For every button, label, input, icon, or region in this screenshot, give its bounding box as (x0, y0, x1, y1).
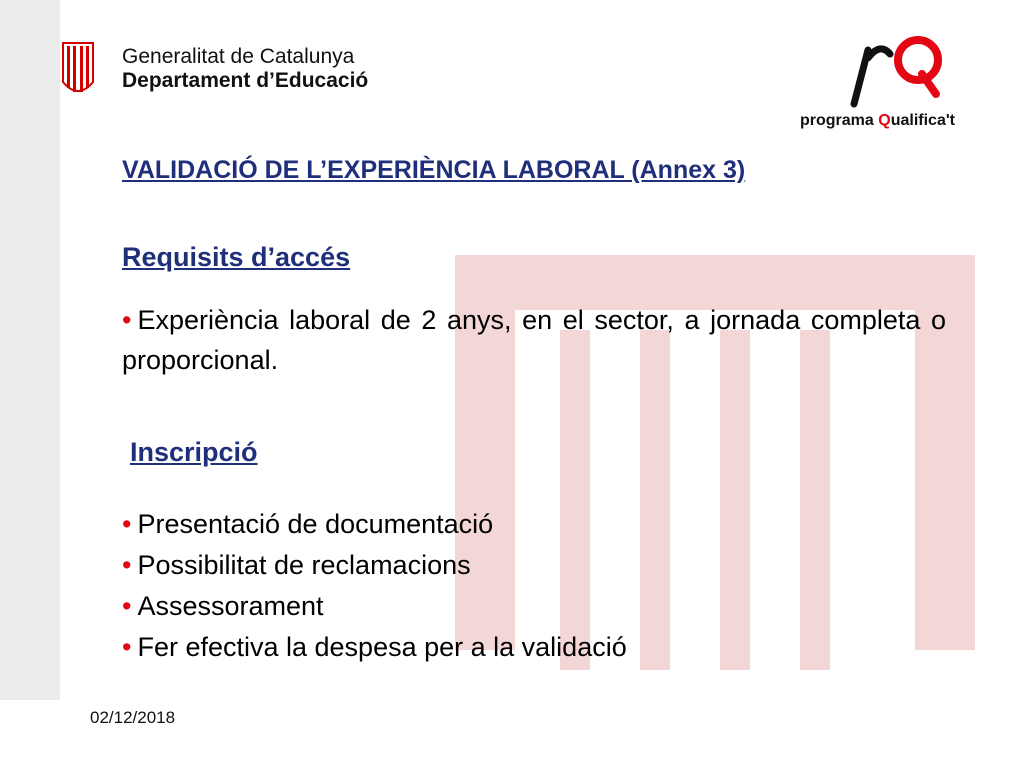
list-item-text: Assessorament (137, 591, 324, 621)
program-caption (800, 112, 955, 130)
requirements-text: Experiència laboral de 2 anys, en el sector, a jornada completa o proporcional. (122, 305, 946, 375)
list-item (122, 586, 627, 627)
bullet-mark: • (122, 305, 132, 335)
registration-heading: Inscripció (130, 437, 258, 467)
registration-list (122, 504, 627, 668)
pq-logo-mark (846, 28, 946, 110)
list-item (122, 545, 627, 586)
list-item-text: Fer efectiva la despesa per a la validació (137, 632, 627, 662)
list-item (122, 504, 627, 545)
generalitat-logo (62, 42, 94, 98)
bullet-mark: • (122, 509, 132, 539)
list-item-text: Presentació de documentació (137, 509, 494, 539)
org-name-line2: Departament d’Educació (122, 69, 369, 92)
slide-title: VALIDACIÓ DE L’EXPERIÈNCIA LABORAL (Annex 3) (122, 156, 746, 184)
list-item (122, 627, 627, 668)
bullet-mark: • (122, 591, 132, 621)
org-name-line1: Generalitat de Catalunya (122, 45, 355, 68)
bullet-mark: • (122, 632, 132, 662)
program-caption-post: ualifica't (890, 112, 955, 129)
program-caption-q: Q (878, 112, 891, 129)
requirements-heading: Requisits d’accés (122, 242, 351, 272)
program-caption-pre: programa (800, 112, 879, 129)
organization-name (122, 45, 368, 93)
list-item-text: Possibilitat de reclamacions (137, 550, 471, 580)
requirements-paragraph (122, 300, 946, 380)
program-logo (800, 28, 990, 138)
slide-date: 02/12/2018 (90, 708, 176, 727)
bullet-mark: • (122, 550, 132, 580)
